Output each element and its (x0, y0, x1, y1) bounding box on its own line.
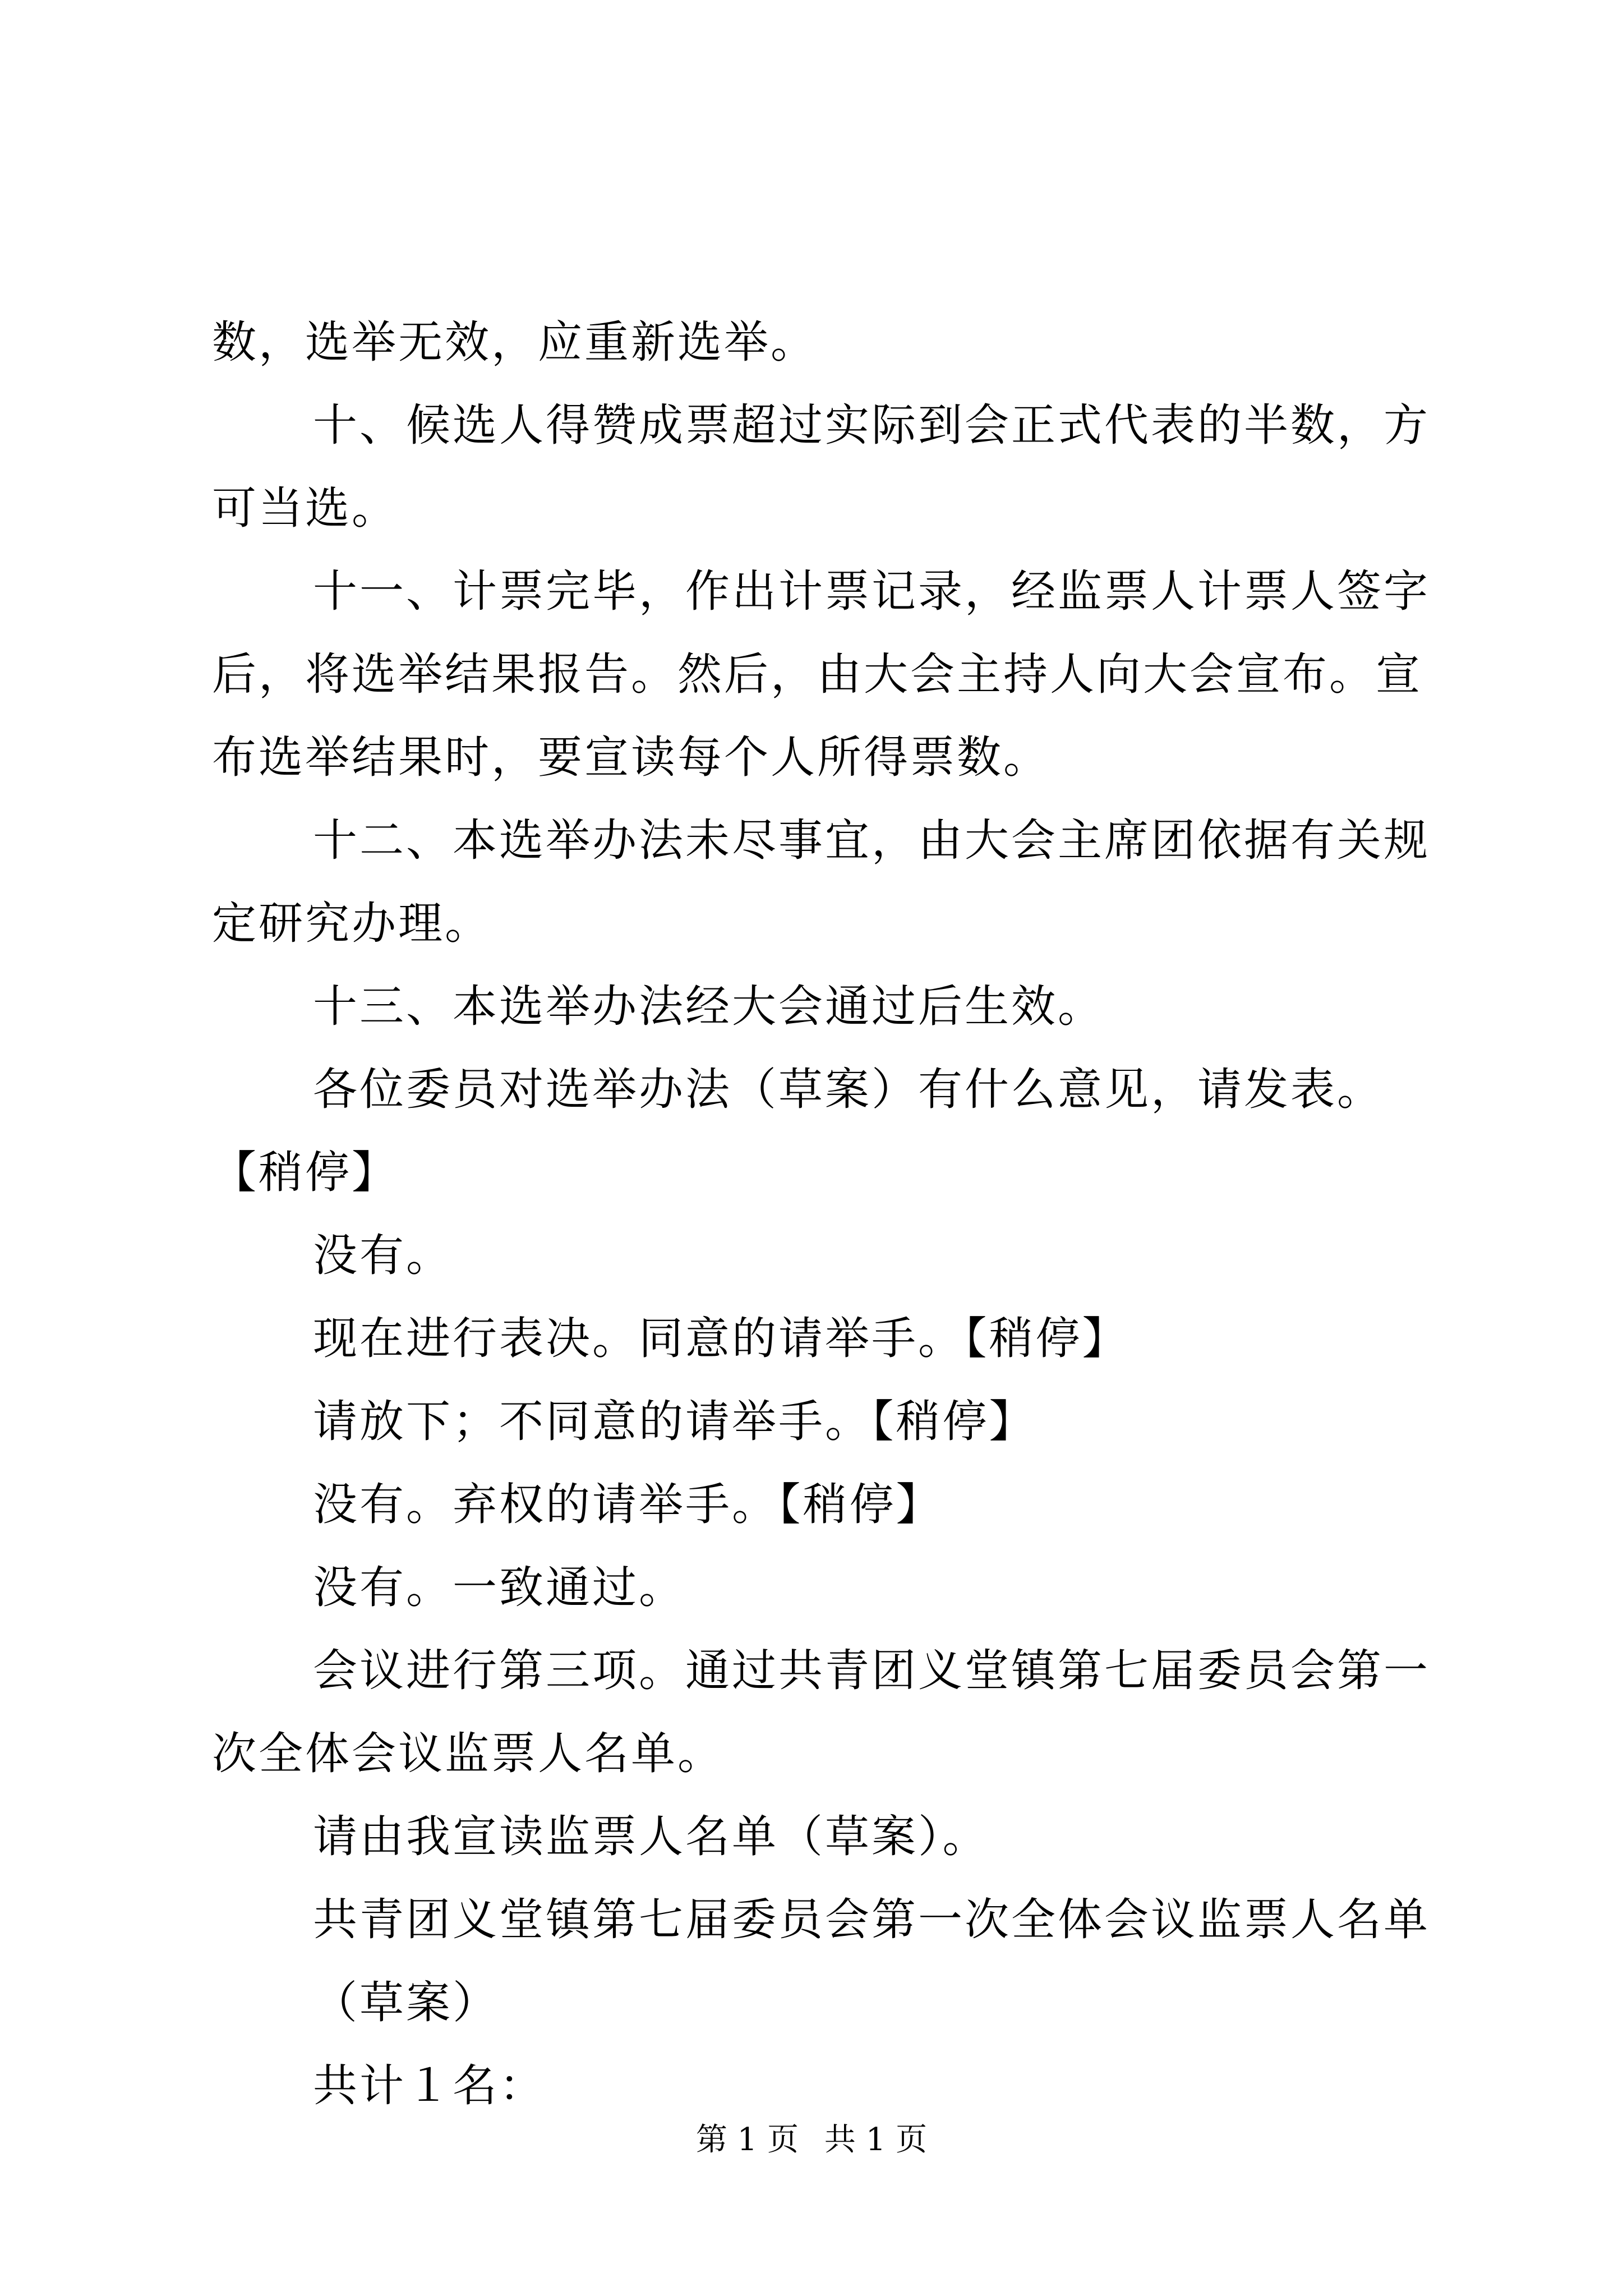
paragraph-13: 请由我宣读监票人名单（草案）。 (313, 1811, 989, 1862)
paragraph-4: 十二、本选举办法未尽事宜，由大会主席团依据有关规定研究办理。 (212, 815, 1430, 949)
paragraph-2: 十、候选人得赞成票超过实际到会正式代表的半数，方可当选。 (212, 399, 1430, 534)
paragraph-12: 会议进行第三项。通过共青团义堂镇第七届委员会第一次全体会议监票人名单。 (212, 1645, 1430, 1779)
paragraph-10: 没有。弃权的请举手。【稍停】 (313, 1479, 943, 1530)
paragraph-1: 数，选举无效，应重新选举。 (212, 316, 817, 368)
paragraph-14: 共青团义堂镇第七届委员会第一次全体会议监票人名单 (313, 1894, 1430, 1945)
paragraph-11: 没有。一致通过。 (313, 1562, 685, 1613)
paragraph-9: 请放下；不同意的请举手。【稍停】 (313, 1396, 1036, 1447)
paragraph-5: 十三、本选举办法经大会通过后生效。 (313, 981, 1104, 1032)
page-number: 第 1 页 (695, 2122, 799, 2158)
page-footer (0, 2120, 1623, 2160)
page-total: 共 1 页 (824, 2122, 928, 2158)
document-body (212, 301, 1435, 2127)
paragraph-3: 十一、计票完毕，作出计票记录，经监票人计票人签字后，将选举结果报告。然后，由大会主持人向大会宣布。宣布选举结果时，要宣读每个人所得票数。 (212, 565, 1430, 783)
paragraph-16: 共计１名： (313, 2060, 546, 2111)
paragraph-7: 没有。 (313, 1230, 453, 1281)
paragraph-15: （草案） (313, 1977, 499, 2028)
paragraph-6: 各位委员对选举办法（草案）有什么意见，请发表。【稍停】 (212, 1064, 1384, 1198)
paragraph-8: 现在进行表决。同意的请举手。【稍停】 (313, 1313, 1129, 1364)
